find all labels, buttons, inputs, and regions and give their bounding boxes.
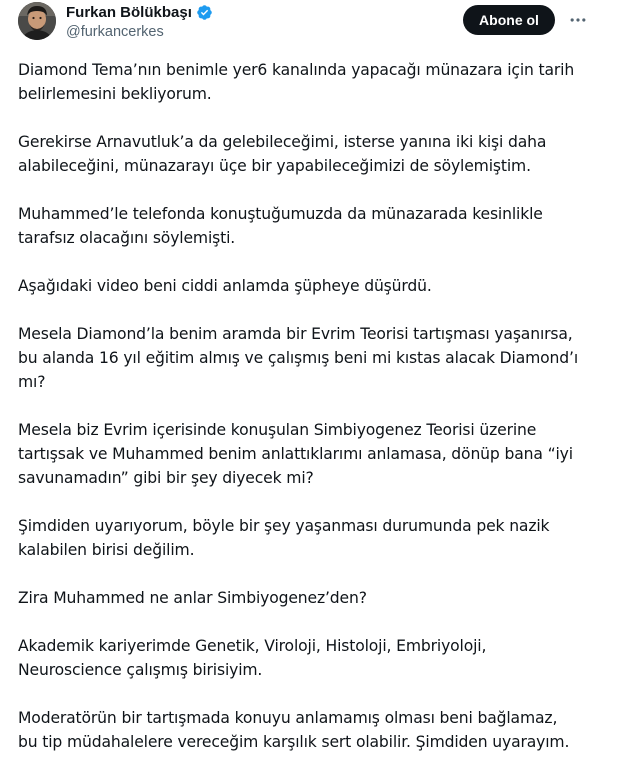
tweet-header <box>18 2 615 42</box>
tweet-paragraph <box>18 418 608 490</box>
author-info <box>66 3 213 42</box>
tweet-text-line: Zira Muhammed ne anlar Simbiyogenez’den? <box>18 589 367 607</box>
tweet-text-line: Gerekirse Arnavutluk’a da gelebileceğimi, isterse yanına iki kişi daha <box>18 133 547 151</box>
tweet-text-line: Muhammed’le telefonda konuştuğumuzda da münazarada kesinlikle <box>18 205 543 223</box>
author-avatar[interactable] <box>18 2 56 40</box>
author-display-name[interactable]: Furkan Bölükbaşı <box>66 4 192 21</box>
tweet-text-line: kalabilen birisi değilim. <box>18 541 195 559</box>
tweet-text-line: Neuroscience çalışmış birisiyim. <box>18 661 263 679</box>
verified-badge-icon <box>196 4 213 21</box>
tweet-paragraph <box>18 130 608 178</box>
tweet-paragraph <box>18 514 608 562</box>
tweet-paragraph <box>18 274 608 298</box>
tweet-paragraph <box>18 202 608 250</box>
tweet-text-line: savunamadın” gibi bir şey diyecek mi? <box>18 469 314 487</box>
name-row <box>66 3 213 22</box>
tweet-text-line: alabileceğini, münazarayı üçe bir yapabileceğimizi de söylemiştim. <box>18 157 531 175</box>
tweet-paragraph <box>18 58 608 106</box>
tweet-text-line: tartışsak ve Muhammed benim anlattıklarımı anlamasa, dönüp bana “iyi <box>18 445 573 463</box>
tweet-text-line: bu alanda 16 yıl eğitim almış ve çalışmış beni mi kıstas alacak Diamond’ı <box>18 349 579 367</box>
follow-button[interactable]: Abone ol <box>463 5 555 35</box>
tweet-text <box>18 58 608 778</box>
tweet-paragraph <box>18 706 608 754</box>
tweet-text-line: Moderatörün bir tartışmada konuyu anlamamış olması beni bağlamaz, <box>18 709 558 727</box>
tweet-paragraph <box>18 634 608 682</box>
more-options-icon[interactable] <box>566 8 590 32</box>
tweet-text-line: Mesela Diamond’la benim aramda bir Evrim Teorisi tartışması yaşanırsa, <box>18 325 573 343</box>
tweet-text-line: Mesela biz Evrim içerisinde konuşulan Simbiyogenez Teorisi üzerine <box>18 421 537 439</box>
tweet-text-line: tarafsız olacağını söylemişti. <box>18 229 236 247</box>
avatar-photo-icon <box>18 2 56 40</box>
tweet-text-line: Akademik kariyerimde Genetik, Viroloji, Histoloji, Embriyoloji, <box>18 637 487 655</box>
tweet-text-line: belirlemesini bekliyorum. <box>18 85 212 103</box>
tweet-paragraph <box>18 586 608 610</box>
tweet-text-line: Aşağıdaki video beni ciddi anlamda şüpheye düşürdü. <box>18 277 432 295</box>
tweet-text-line: mı? <box>18 373 46 391</box>
tweet-paragraph <box>18 322 608 394</box>
author-handle[interactable]: @furkancerkes <box>66 24 164 40</box>
tweet-text-line: Diamond Tema’nın benimle yer6 kanalında yapacağı münazara için tarih <box>18 61 575 79</box>
tweet-text-line: bu tip müdahalelere vereceğim karşılık sert olabilir. Şimdiden uyarayım. <box>18 733 570 751</box>
tweet-text-line: Şimdiden uyarıyorum, böyle bir şey yaşanması durumunda pek nazik <box>18 517 550 535</box>
